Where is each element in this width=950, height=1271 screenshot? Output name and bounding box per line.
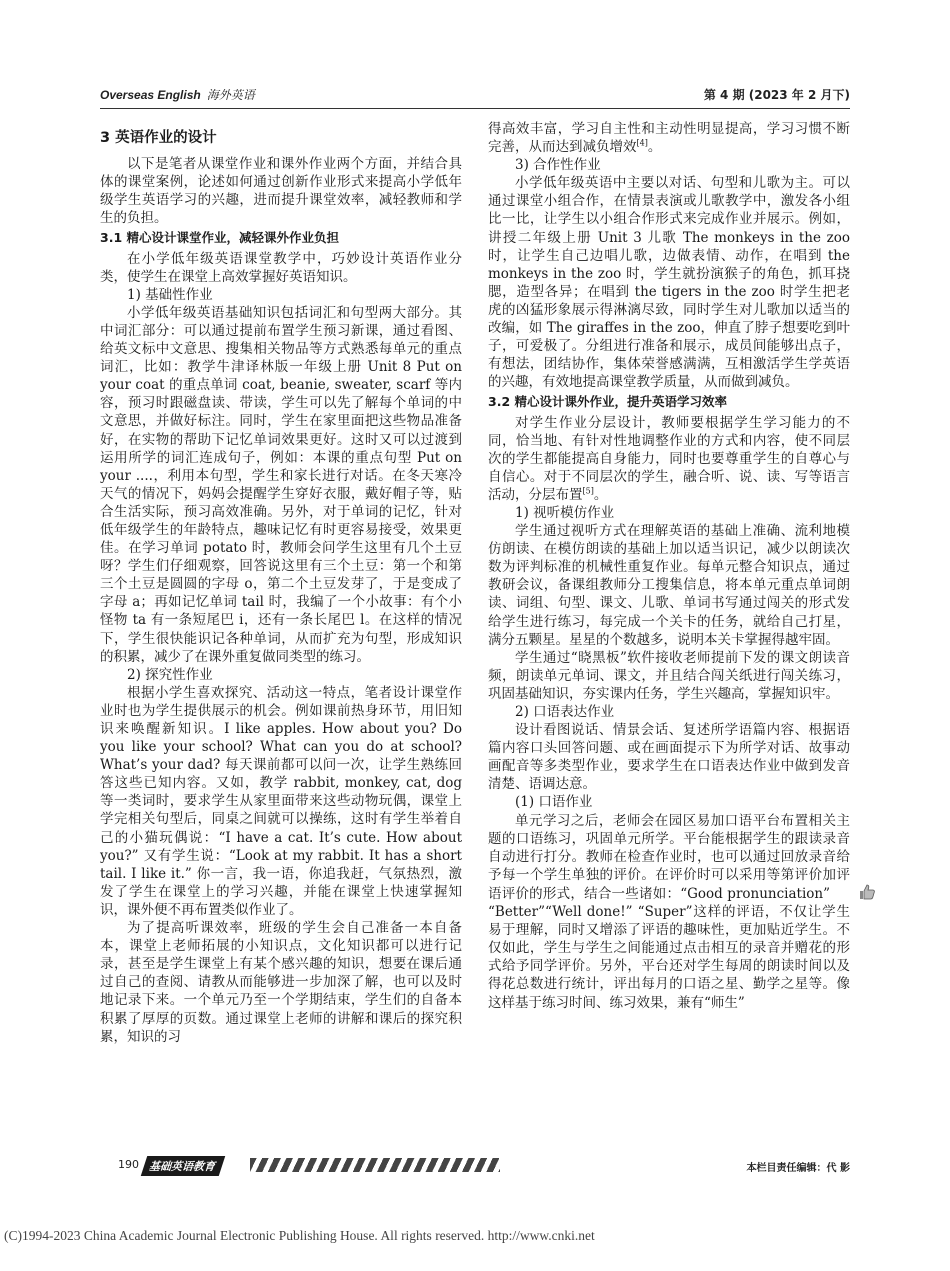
citation-ref: [5] xyxy=(582,486,594,496)
paragraph: 设计看图说话、情景会话、复述所学语篇内容、根据语篇内容口头回答问题、或在画面提示下为所学对话、故事动画配音等多类型作业，要求学生在口语表达作业中做到发音清楚、语调达意。 xyxy=(488,722,850,793)
paragraph: 学生通过视听方式在理解英语的基础上准确、流利地模仿朗读、在模仿朗读的基础上加以适当识记，减少以朗读次数为评判标准的机械性重复作业。每单元整合知识点，通过教研会议，备课组教师分工搜集信息，将本单元重点单词朗读、词组、句型、课文、儿歌、单词书写通过闯关的形式发给学生进行练习，每完成一个关卡的任务，就给自己打星，满分五颗星。星星的个数越多，说明本关卡掌握得越牢固。 xyxy=(488,523,850,648)
item-title: 1) 基础性作业 xyxy=(127,286,213,303)
page-number: 190 xyxy=(118,1158,139,1171)
citation-ref: [4] xyxy=(636,138,648,148)
column-editor: 本栏目责任编辑：代 影 xyxy=(746,1163,850,1174)
paragraph: 学生通过“晓黑板”软件接收老师提前下发的课文朗读音频，朗读单元单词、课文，并且结合闯关纸进行闯关练习，巩固基础知识，夯实课内任务，学生兴趣高，掌握知识牢。 xyxy=(488,649,850,702)
journal-title-en: Overseas English xyxy=(100,88,201,102)
item-title: 2) 探究性作业 xyxy=(127,666,213,683)
journal-title xyxy=(100,86,255,103)
section-title: 3 英语作业的设计 xyxy=(100,130,217,146)
subsection-title: 3.1 精心设计课堂作业，减轻课外作业负担 xyxy=(100,230,339,246)
right-column xyxy=(488,120,850,1012)
thumbs-up-icon xyxy=(831,884,849,900)
journal-logo: 基础英语教育 xyxy=(141,1156,225,1176)
item-title: 1) 视听模仿作业 xyxy=(515,504,615,521)
item-title: 3) 合作性作业 xyxy=(515,157,601,174)
paragraph: 根据小学生喜欢探究、活动这一特点，笔者设计课堂作业时也为学生提供展示的机会。例如课前热身环节，用旧知识来唤醒新知识。I like apples. How about you? Do you like your school? What can you do at school? What’s your dad? 每天课前都可以问一次，让学生熟练回答这些已知内容。又如，教学 rabbit, monkey, cat, dog 等一类词时，要求学生从家里面带来这些动物玩偶，课堂上学完相关句型后，同桌之间就可以操练，这时有学生举着自己的小猫玩偶说：“I have a cat. It’s cute. How about you?” 又有学生说：“Look at my rabbit. It has a short tail. I like it.” 你一言，我一语，你追我赶，气氛热烈，激发了学生在课堂上的学习兴趣，并能在课堂上快速掌握知识，课外便不再布置类似作业了。 xyxy=(100,684,462,918)
paragraph: 单元学习之后，老师会在园区易加口语平台布置相关主题的口语练习，巩固单元所学。平台能根据学生的跟读录音自动进行打分。教师在检查作业时，也可以通过回放录音给予每一个学生单独的评价。在评价时可以采用等第评价加评语评价的形式，结合一些诸如：“Good pronunciation”“Better”“Well done!” “Super”这样的评语，不仅让学生易于理解，同时又增添了评语的趣味性，更加贴近学生。不仅如此，学生与学生之间能通过点击相互的录音并赠花的形式给予同学评价。另外，平台还对学生每周的朗读时间以及得花总数进行统计，评出每月的口语之星、勤学之星等。像这样基于练习时间、练习效果，兼有“师生” xyxy=(488,812,850,1012)
paragraph: 为了提高听课效率，班级的学生会自己准备一本自备本，课堂上老师拓展的小知识点，文化知识都可以进行记录，甚至是学生课堂上有某个感兴趣的知识，想要在课后通过自己的查阅、请教从而能够进一步加深了解，也可以及时地记录下来。一个单元乃至一个学期结束，学生们的自备本积累了厚厚的页数。通过课堂上老师的讲解和课后的探究积累，知识的习 xyxy=(100,920,462,1045)
paragraph: 小学低年级英语中主要以对话、句型和儿歌为主。可以通过课堂小组合作，在情景表演或儿歌教学中，激发各小组比一比，让学生以小组合作形式来完成作业并展示。例如，讲授二年级上册 Unit 3 儿歌 The monkeys in the zoo 时，让学生自己边唱儿歌，边做表情、动作，在唱到 the monkeys in the zoo 时，学生就扮演猴子的角色，抓耳挠腮，造型各异；在唱到 the tigers in the zoo 时学生把老虎的凶猛形象展示得淋漓尽致，同时学生对儿歌加以适当的改编，如 The giraffes in the zoo，伸直了脖子想要吃到叶子，可爱极了。分组进行准备和展示，成员间能够出点子，有想法，团结协作，集体荣誉感满满，互相激活学生学英语的兴趣，有效地提高课堂教学质量，从而做到减负。 xyxy=(488,175,850,391)
subsection-title: 3.2 精心设计课外作业，提升英语学习效率 xyxy=(488,394,727,410)
intro-paragraph: 以下是笔者从课堂作业和课外作业两个方面，并结合具体的课堂案例，论述如何通过创新作业形式来提高小学低年级学生英语学习的兴趣，进而提升课堂效率，减轻教师和学生的负担。 xyxy=(100,156,462,227)
left-column xyxy=(100,124,462,1046)
copyright-notice: (C)1994-2023 China Academic Journal Electronic Publishing House. All rights reserved. http://www.cnki.net xyxy=(4,1228,595,1243)
journal-title-cn: 海外英语 xyxy=(206,88,255,102)
decorative-stripes xyxy=(250,1158,500,1172)
paragraph: 在小学低年级英语课堂教学中，巧妙设计英语作业分类，使学生在课堂上高效掌握好英语知识。 xyxy=(100,250,462,285)
paragraph: 小学低年级英语基础知识包括词汇和句型两大部分。其中词汇部分：可以通过提前布置学生预习新课，通过看图、给英文标中文意思、搜集相关物品等方式熟悉每单元的重点词汇，比如：教学牛津译林版一年级上册 Unit 8 Put on your coat 的重点单词 coat, beanie, sweater, scarf 等内容，预习时跟磁盘读、带读，学生可以先了解每个单词的中文意思，并做好标注。同时，学生在家里面把这些物品准备好，在实物的帮助下记忆单词效果更好。这时又可以过渡到运用所学的词汇连成句子，例如：本课的重点句型 Put on your ....，利用本句型，学生和家长进行对话。在冬天寒冷天气的情况下，妈妈会提醒学生穿好衣服，戴好帽子等，贴合生活实际，预习高效准确。另外，对于单词的记忆，针对低年级学生的年龄特点，趣味记忆有时更容易接受，效果更佳。在学习单词 potato 时，教师会问学生这里有几个土豆呀？学生们仔细观察，回答说这里有三个土豆：第一个和第三个土豆是圆圆的字母 o，第二个土豆发芽了，于是变成了字母 a；再如记忆单词 tail 时，我编了一个小故事：有个小怪物 ta 有一条短尾巴 i，还有一条长尾巴 l。在这样的情况下，学生很快能识记各种单词，从而扩充为句型，形成知识的积累，减少了在课外重复做同类型的练习。 xyxy=(100,304,462,665)
issue-info: 第 4 期 (2023 年 2 月下) xyxy=(703,88,850,102)
header-divider xyxy=(100,108,850,109)
paragraph: 对学生作业分层设计，教师要根据学生学习能力的不同，恰当地、有针对性地调整作业的方式和内容，使不同层次的学生都能提高自身能力，同时也要尊重学生的自尊心与自信心。对于不同层次的学生，融合听、说、读、写等语言活动，分层布置[5]。 xyxy=(488,414,850,503)
paragraph: 得高效丰富，学习自主性和主动性明显提高，学习习惯不断完善，从而达到减负增效[4]。 xyxy=(488,121,850,156)
item-title: (1) 口语作业 xyxy=(515,794,593,811)
page-header xyxy=(100,84,850,106)
item-title: 2) 口语表达作业 xyxy=(515,704,615,720)
page-footer xyxy=(100,1156,850,1178)
